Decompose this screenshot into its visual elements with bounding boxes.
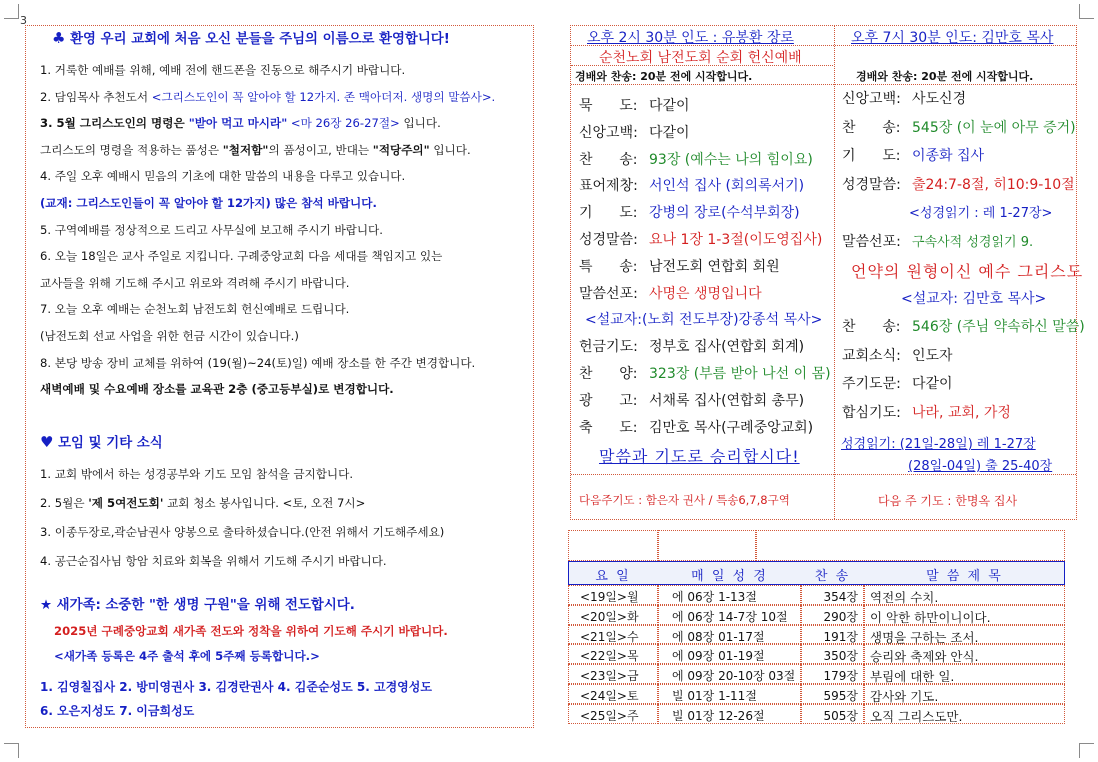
cell-text: 빌 01장 12-26절 <box>672 708 765 723</box>
newfamily-names: 1. 김영칠집사 2. 방미영권사 3. 김경란권사 4. 김준순성도 5. 고경영성도 <box>40 680 432 694</box>
order-label: 광 고: <box>579 392 638 409</box>
cell-text: 부림에 대한 일. <box>870 669 955 685</box>
order-label: 기 도: <box>579 205 638 222</box>
cell-text: 179장 <box>823 669 858 684</box>
meeting-item <box>40 495 365 511</box>
order-label: 주기도문: <box>842 376 901 392</box>
cell-text: 에 08장 01-17절 <box>672 629 765 644</box>
cell-text: <23일>금 <box>580 669 639 684</box>
text-run: "받아 먹고 마시라" <box>188 116 288 131</box>
notice-item <box>40 275 349 291</box>
order-item <box>842 316 1085 336</box>
next-week-evening: 다음 주 기도 : 한명옥 집사 <box>878 494 1018 508</box>
notice-item <box>40 142 471 158</box>
order-label: 성경말씀: <box>842 176 901 193</box>
cell-text: 오직 그리스도만. <box>870 708 963 724</box>
cell-text: 505장 <box>823 708 858 723</box>
order-value: 김만호 목사(구례중앙교회) <box>649 419 814 436</box>
reading-plan: (28일-04일) 출 25-40장 <box>908 459 1053 474</box>
notices-panel <box>25 25 534 728</box>
order-label: 묵 도: <box>579 98 638 114</box>
order-value: 다같이 <box>649 124 690 141</box>
order-item <box>579 256 780 276</box>
cell-text: 에 09장 20-10장 03절 <box>672 669 796 684</box>
afternoon-subtitle: 순천노회 남전도회 순회 헌신예배 <box>599 50 802 66</box>
cell-text: 역전의 수치. <box>870 590 939 605</box>
crop-mark <box>1079 743 1094 758</box>
notice-item <box>40 222 383 238</box>
cell-text: <20일>화 <box>580 609 639 624</box>
order-value: 나라, 교회, 가정 <box>912 404 1011 421</box>
notice-item <box>40 248 442 264</box>
order-value: 사도신경 <box>912 91 967 107</box>
cell-text: 에 06장 14-7장 10절 <box>672 609 788 624</box>
text-run: 4. 주일 오후 예배시 믿음의 기초에 대한 말씀의 내용을 다루고 있습니다. <box>40 169 406 184</box>
order-value: <성경읽기 : 레 1-27장> <box>909 206 1053 221</box>
cell-text: 191장 <box>823 629 858 644</box>
text-run: 교회 청소 봉사입니다. <토, 오전 7시> <box>163 496 366 510</box>
order-label: 합심기도: <box>842 404 901 421</box>
order-item <box>579 283 762 303</box>
cell-text: 에 09장 01-19절 <box>672 649 765 664</box>
order-label: 교회소식: <box>842 347 901 364</box>
order-value: 언약의 원형이신 예수 그리스도 <box>851 262 1084 281</box>
order-item <box>842 231 1033 251</box>
order-item <box>842 88 966 108</box>
text-run: 3. 이종두장로,곽순남권사 양봉으로 출타하셨습니다.(안전 위해서 기도해주세요) <box>40 525 445 539</box>
order-item <box>842 345 953 365</box>
cell-text: 290장 <box>823 609 858 624</box>
newfamily-registration: <새가족 등록은 4주 출석 후에 5주째 등록합니다.> <box>54 649 320 663</box>
order-item <box>909 202 1052 221</box>
text-run: 2. 담임목사 추천도서 <box>40 89 152 104</box>
notice-item <box>40 168 405 184</box>
order-item <box>579 417 813 437</box>
order-label: 말씀선포: <box>579 285 638 302</box>
meeting-item <box>40 466 353 482</box>
order-label: 말씀선포: <box>842 233 901 250</box>
order-value: 323장 (부름 받아 나선 이 몸) <box>649 366 831 382</box>
cell-text: 350장 <box>823 649 858 664</box>
order-value: 요나 1장 1-3절(이도영집사) <box>649 232 823 248</box>
order-item <box>579 390 804 410</box>
text-run: 새벽예배 및 수요예배 장소를 교육관 2층 (중고등부실)로 변경합니다. <box>40 382 394 397</box>
cell-text: <21일>수 <box>580 629 639 644</box>
notice-item <box>40 62 405 78</box>
order-item <box>901 288 1046 308</box>
order-label: 찬 송: <box>579 151 638 168</box>
text-run: 의 품성이고, 반대는 <box>268 142 373 157</box>
order-label: 표어제창: <box>579 178 638 195</box>
cell-text: <22일>목 <box>580 649 639 664</box>
cell-text: 빌 01장 1-11절 <box>672 689 757 703</box>
order-value: 사명은 생명입니다 <box>649 285 762 302</box>
order-item <box>585 309 822 329</box>
order-item <box>579 95 690 115</box>
order-item <box>579 336 804 356</box>
slogan: 말씀과 기도로 승리합시다! <box>599 447 800 466</box>
notice-item <box>40 381 394 397</box>
divider <box>571 474 1076 475</box>
order-value: 출24:7-8절, 히10:9-10절 <box>912 176 1075 193</box>
text-run: '제 5여전도회' <box>88 496 164 510</box>
notice-item <box>40 115 441 131</box>
table-spacer-cell <box>658 530 756 561</box>
order-value: <설교자: 김만호 목사> <box>901 290 1047 307</box>
text-run: "철저함" <box>222 142 269 157</box>
order-label: 신앙고백: <box>842 91 901 107</box>
order-value: 93장 (예수는 나의 힘이요) <box>649 151 813 168</box>
order-value: 서인석 집사 (회의록서기) <box>649 178 805 195</box>
order-item <box>579 363 831 383</box>
order-value: 545장 (이 눈에 아무 증거) <box>912 119 1076 136</box>
page-number: 3 <box>20 14 27 27</box>
order-item <box>851 259 1083 282</box>
heart-icon: ♥ <box>40 433 54 451</box>
cell-text: 이 악한 하만이니이다. <box>870 609 991 625</box>
order-value: 강병의 장로(수석부회장) <box>649 205 800 222</box>
text-run: 3. 5월 그리스도인의 명령은 <box>40 116 189 131</box>
order-label: 신앙고백: <box>579 124 638 141</box>
column-header: 요 일 <box>595 569 631 584</box>
text-run: 7. 오늘 오후 예배는 순천노회 남전도회 헌신예배로 드립니다. <box>40 302 350 317</box>
order-value: 다같이 <box>649 98 690 114</box>
cell-text: 354장 <box>823 590 858 604</box>
crop-mark <box>1079 4 1094 19</box>
order-item <box>579 122 690 142</box>
meeting-item <box>40 524 444 540</box>
order-item <box>579 175 804 195</box>
notice-item <box>40 355 475 371</box>
cell-text: 생명을 구하는 조서. <box>870 629 979 645</box>
table-spacer-cell <box>756 530 1065 561</box>
text-run: 2. 5월은 <box>40 496 89 510</box>
notice-item <box>40 195 377 211</box>
column-header: 찬 송 <box>814 569 851 584</box>
cell-text: <25일>주 <box>580 708 639 723</box>
text-run: 6. 오늘 18일은 교사 주일로 지킵니다. 구례중앙교회 다음 세대를 책임지고 있는 <box>40 249 443 264</box>
notice-item <box>40 328 299 344</box>
order-value: 다같이 <box>912 376 953 392</box>
text-run: <그리스도인이 꼭 알아야 할 12가지. 존 맥아더저. 생명의 말씀사>. <box>151 89 496 104</box>
worship-order-box <box>570 25 1085 520</box>
cell-text: <24일>토 <box>580 689 639 703</box>
order-value: 구속사적 성경읽기 9. <box>912 234 1034 250</box>
text-run: "적당주의" <box>372 142 430 157</box>
meeting-heading: ♥ 모임 및 기타 소식 <box>40 433 163 451</box>
order-value: 546장 (주님 약속하신 말씀) <box>912 319 1085 335</box>
order-label: 성경말씀: <box>579 232 638 248</box>
text-run: 8. 본당 방송 장비 교체를 위하여 (19(월)~24(토)일) 예배 장소를 한 주간 변경합니다. <box>40 355 476 370</box>
column-header: 말 씀 제 목 <box>926 569 1003 584</box>
order-item <box>842 117 1076 137</box>
order-label: 찬 송: <box>842 119 901 136</box>
order-item <box>842 373 953 393</box>
newfamily-title: ★ 새가족: 소중한 "한 생명 구원"을 위해 전도합시다. <box>40 598 355 613</box>
cell-text: 감사와 기도. <box>870 689 939 704</box>
order-value: <설교자:(노회 전도부장)강종석 목사> <box>585 312 823 329</box>
welcome-heading: ♣ 환영 우리 교회에 처음 오신 분들을 주님의 이름으로 환영합니다! <box>52 29 450 47</box>
order-label: 기 도: <box>842 148 901 164</box>
newfamily-prayer: 2025년 구례중앙교회 새가족 전도와 정착을 위하여 기도해 주시기 바랍니다. <box>54 624 448 638</box>
order-value: 정부호 집사(연합회 회계) <box>649 339 805 356</box>
reading-plan: 성경읽기: (21일-28일) 레 1-27장 <box>841 437 1036 452</box>
text-run: 1. 거룩한 예배를 위해, 예배 전에 핸드폰을 진동으로 해주시기 바랍니다. <box>40 63 406 77</box>
order-item <box>579 202 800 222</box>
order-label: 헌금기도: <box>579 339 638 356</box>
order-value: 이종화 집사 <box>912 148 985 164</box>
newfamily-names: 6. 오은지성도 7. 이금희성도 <box>40 704 195 718</box>
text-run: 입니다. <box>399 116 441 131</box>
text-run: 5. 구역예배를 정상적으로 드리고 사무실에 보고해 주시기 바랍니다. <box>40 222 383 237</box>
crop-mark <box>4 4 19 19</box>
order-item <box>842 402 1011 422</box>
order-value: 서채록 집사(연합회 총무) <box>649 392 805 409</box>
text-run: 입니다. <box>429 142 471 157</box>
cell-text: 승리와 축제와 안식. <box>870 649 979 665</box>
column-divider <box>834 26 835 519</box>
cell-text: 에 06장 1-13절 <box>672 590 757 604</box>
order-value: 남전도회 연합회 회원 <box>649 258 780 275</box>
text-run: <마 26장 26-27절> <box>287 116 400 131</box>
notice-item <box>40 301 349 317</box>
order-item <box>842 174 1075 194</box>
notice-item <box>40 89 495 105</box>
afternoon-header: 오후 2시 30분 인도 : 유봉환 장로 <box>587 30 794 46</box>
order-label: 찬 송: <box>842 319 901 335</box>
text-run: (남전도회 선교 사업을 위한 헌금 시간이 있습니다.) <box>40 329 299 343</box>
evening-note: 경배와 찬송: 20분 전에 시작합니다. <box>856 70 1034 83</box>
club-icon: ♣ <box>52 29 66 47</box>
text-run: (교재: 그리스도인들이 꼭 알아야 할 12가지) 많은 참석 바랍니다. <box>40 196 377 210</box>
text-run: 교사들을 위해 기도해 주시고 위로와 격려해 주시기 바랍니다. <box>40 275 350 290</box>
afternoon-note: 경배와 찬송: 20분 전에 시작합니다. <box>575 70 753 83</box>
divider <box>571 84 1076 85</box>
order-label: 찬 양: <box>579 366 638 382</box>
text-run: 4. 공근순집사님 항암 치료와 회복을 위해서 기도해 주시기 바랍니다. <box>40 554 387 568</box>
text-run: 그리스도의 명령을 적용하는 품성은 <box>40 142 223 157</box>
crop-mark <box>4 743 19 758</box>
cell-text: 595장 <box>823 689 858 703</box>
text-run: 1. 교회 밖에서 하는 성경공부와 기도 모임 참석을 금지합니다. <box>40 467 354 481</box>
order-label: 특 송: <box>579 258 638 275</box>
order-label: 축 도: <box>579 419 638 436</box>
column-header: 매 일 성 경 <box>691 569 768 584</box>
cell-text: <19일>월 <box>580 590 639 604</box>
evening-header: 오후 7시 30분 인도: 김만호 목사 <box>851 30 1054 46</box>
daily-reading-table <box>568 528 1065 733</box>
table-spacer-cell <box>568 530 658 561</box>
order-item <box>579 149 813 169</box>
next-week-afternoon: 다음주기도 : 함은자 권사 / 특송6,7,8구역 <box>579 493 790 507</box>
order-value: 인도자 <box>912 347 953 364</box>
order-item <box>842 145 984 165</box>
meeting-item <box>40 553 387 569</box>
order-item <box>579 229 822 249</box>
